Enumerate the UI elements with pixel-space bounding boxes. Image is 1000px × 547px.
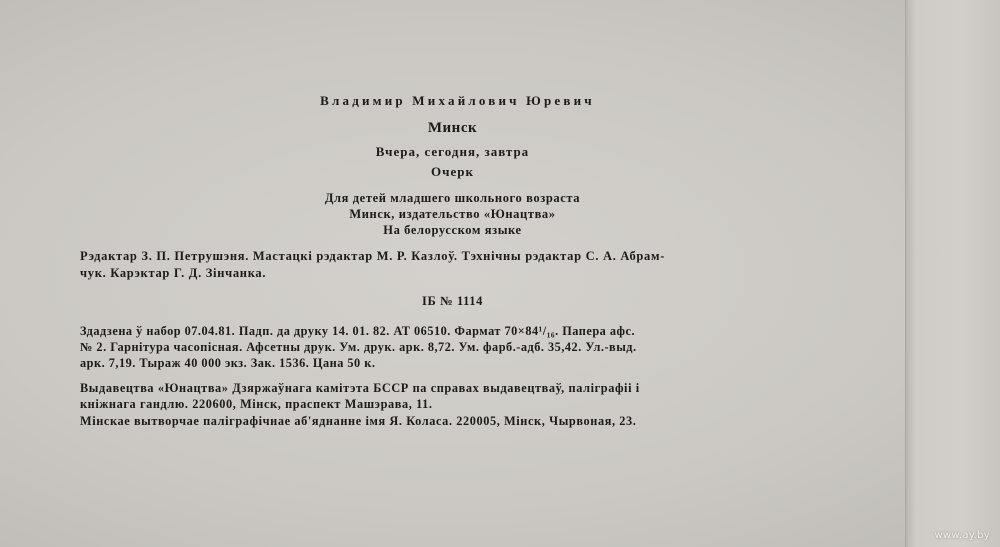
next-page-edge (905, 0, 1000, 547)
print-spec-line: № 2. Гарнітура часопісная. Афсетны друк. Ум. друк. арк. 8,72. Ум. фарб.-адб. 35,42. Ул.-выд. (80, 340, 637, 354)
book-genre: Очерк (431, 164, 474, 179)
publisher-line: Выдавецтва «Юнацтва» Дзяржаўнага камітэта БССР па справах выдавецтваў, паліграфіі і (80, 381, 640, 395)
author-name: Владимир Михайлович Юревич (320, 93, 595, 108)
editors-line: чук. Карэктар Г. Д. Зінчанка. (80, 266, 267, 280)
print-spec-line: Здадзена ў набор 07.04.81. Падп. да друку 14. 01. 82. АТ 06510. Фармат 70×84¹/₁₆. Папера афс. (80, 324, 636, 338)
editors-line: Рэдактар З. П. Петрушэня. Мастацкі рэдактар М. Р. Казлоў. Тэхнічны рэдактар С. А. Абрам- (80, 249, 666, 263)
ib-number: ІБ № 1114 (422, 294, 483, 308)
publisher-city-line: Минск, издательство «Юнацтва» (349, 207, 556, 221)
print-spec-line: арк. 7,19. Тыраж 40 000 экз. Зак. 1536. Цана 50 к. (80, 356, 376, 370)
watermark: www.ay.by (934, 530, 990, 541)
printer-line: Мінскае вытворчае паліграфічнае аб'яднанне імя Я. Коласа. 220005, Мінск, Чырвоная, 23. (80, 414, 637, 428)
book-title: Минск (427, 120, 478, 136)
book-subtitle: Вчера, сегодня, завтра (375, 144, 530, 159)
audience-line: Для детей младшего школьного возраста (324, 191, 581, 205)
language-line: На белорусском языке (383, 223, 522, 237)
publisher-line: кніжнага гандлю. 220600, Мінск, праспект Машэрава, 11. (80, 397, 433, 411)
